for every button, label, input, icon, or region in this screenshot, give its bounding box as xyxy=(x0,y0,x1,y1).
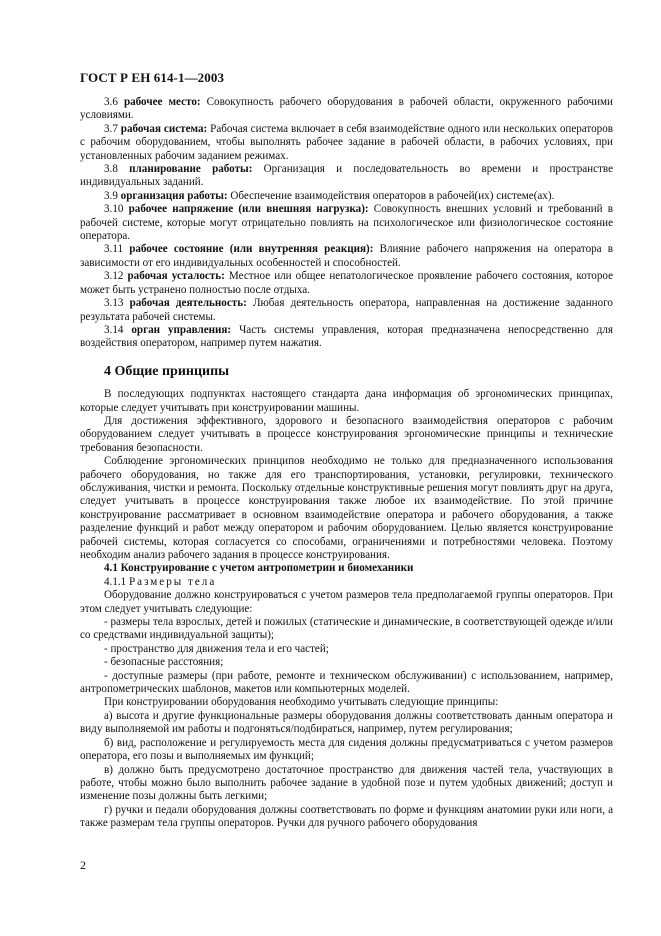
document-header: ГОСТ Р ЕН 614-1—2003 xyxy=(80,70,225,85)
definition-item: 3.11 рабочее состояние (или внутренняя реакция): Влияние рабочего напряжения на оператора в зависимости от его индивидуальных особенностей и способностей. xyxy=(80,243,613,269)
paragraph: В последующих подпунктах настоящего стандарта дана информация об эргономических принципах, которые следует учитывать при конструировании машины. xyxy=(80,388,613,414)
definition-item: 3.7 рабочая система: Рабочая система включает в себя взаимодействие одного или нескольких операторов с рабочим оборудованием, чтобы выполнять рабочее задание в рабочей области, в рабочих условиях, при установленных рабочим заданием режимах. xyxy=(80,122,614,162)
subsubsection-title: 4.1.1 Размеры тела xyxy=(104,575,217,588)
definition-item: 3.14 орган управления: Часть системы управления, которая предназначена непосредственно для воздействия оператором, например путем нажатия. xyxy=(80,323,613,350)
paragraph: При конструировании оборудования необходимо учитывать следующие принципы: xyxy=(104,696,499,709)
definition-item: 3.10 рабочее напряжение (или внешняя нагрузка): Совокупность внешних условий и требований в рабочей системе, которые могут отрицательно повлиять на психологическое или физиологическое состояние оператора. xyxy=(80,203,613,243)
list-item: в) должно быть предусмотрено достаточное пространство для движения частей тела, участвующих в работе, чтобы можно было выполнить рабочее задание в удобной позе и путем удобных движений; доступ и изменение позы должны быть легкими; xyxy=(80,763,613,803)
page-body xyxy=(80,96,613,831)
definition-item: 3.13 рабочая деятельность: Любая деятельность оператора, направленная на достижение заданного результата рабочей системы. xyxy=(80,297,613,323)
paragraph: Оборудование должно конструироваться с учетом размеров тела предполагаемой группы операторов. При этом следует учитывать следующие: xyxy=(80,589,613,615)
list-item: б) вид, расположение и регулируемость места для сидения должны предусматриваться с учетом размеров оператора, его позы и выполняемых им функций; xyxy=(80,736,613,763)
list-item: - безопасные расстояния; xyxy=(104,656,224,669)
list-item: - пространство для движения тела и его частей; xyxy=(104,642,329,655)
definition-item: 3.12 рабочая усталость: Местное или общее непатологическое проявление рабочего состояния, которое может быть устранено полностью после отдыха. xyxy=(80,270,614,296)
list-item: - размеры тела взрослых, детей и пожилых (статические и динамические, в соответствующей одежде и/или со средствами индивидуальной защиты); xyxy=(80,616,613,642)
subsection-title: 4.1 Конструирование с учетом антропометрии и биомеханики xyxy=(104,562,414,575)
page-number: 2 xyxy=(80,858,86,872)
definition-item: 3.6 рабочее место: Совокупность рабочего оборудования в рабочей области, окруженного рабочими условиями. xyxy=(80,96,613,122)
paragraph: Соблюдение эргономических принципов необходимо не только для предназначенного использования рабочего оборудования, но также для его транспортирования, установки, регулировки, технического обслуживания, чистки и ремонта. Поскольку отдельные конструктивные решения могут повлиять друг на друга, следует учитывать в процессе конструирования также любое их взаимодействие. По этой причине конструирование рассматривает в основном взаимодействие оператора и рабочего оборудования, а также разделение функций и работ между оператором и рабочим оборудованием. Целью является конструирование рабочей системы, которая согласуется со способами, ограничениями и потребностями человека. Поэтому необходим анализ рабочего задания в процессе конструирования. xyxy=(80,455,613,561)
list-item: - доступные размеры (при работе, ремонте и техническом обслуживании) с использованием, например, антропометрических шаблонов, макетов или компьютерных моделей. xyxy=(80,669,613,696)
definitions-list xyxy=(80,96,613,351)
list-item: а) высота и другие функциональные размеры оборудования должны соответствовать данным оператора и виду выполняемой им работы и подгоняться/подбираться, например, путем регулирования; xyxy=(80,709,613,736)
definition-item: 3.8 планирование работы: Организация и последовательность во времени и пространстве индивидуальных заданий. xyxy=(80,163,613,189)
list-item: г) ручки и педали оборудования должны соответствовать по форме и функциям анатомии руки или ноги, а также размерам тела группы операторов. Ручки для ручного рабочего оборудования xyxy=(80,803,613,830)
paragraph: Для достижения эффективного, здорового и безопасного взаимодействия операторов с рабочим оборудованием следует учитывать в процессе конструирования эргономические принципы и технические требования безопасности. xyxy=(80,414,613,454)
definition-item: 3.9 организация работы: Обеспечение взаимодействия операторов в рабочей(их) системе(ах). xyxy=(104,189,555,202)
section-title: 4 Общие принципы xyxy=(104,363,230,379)
